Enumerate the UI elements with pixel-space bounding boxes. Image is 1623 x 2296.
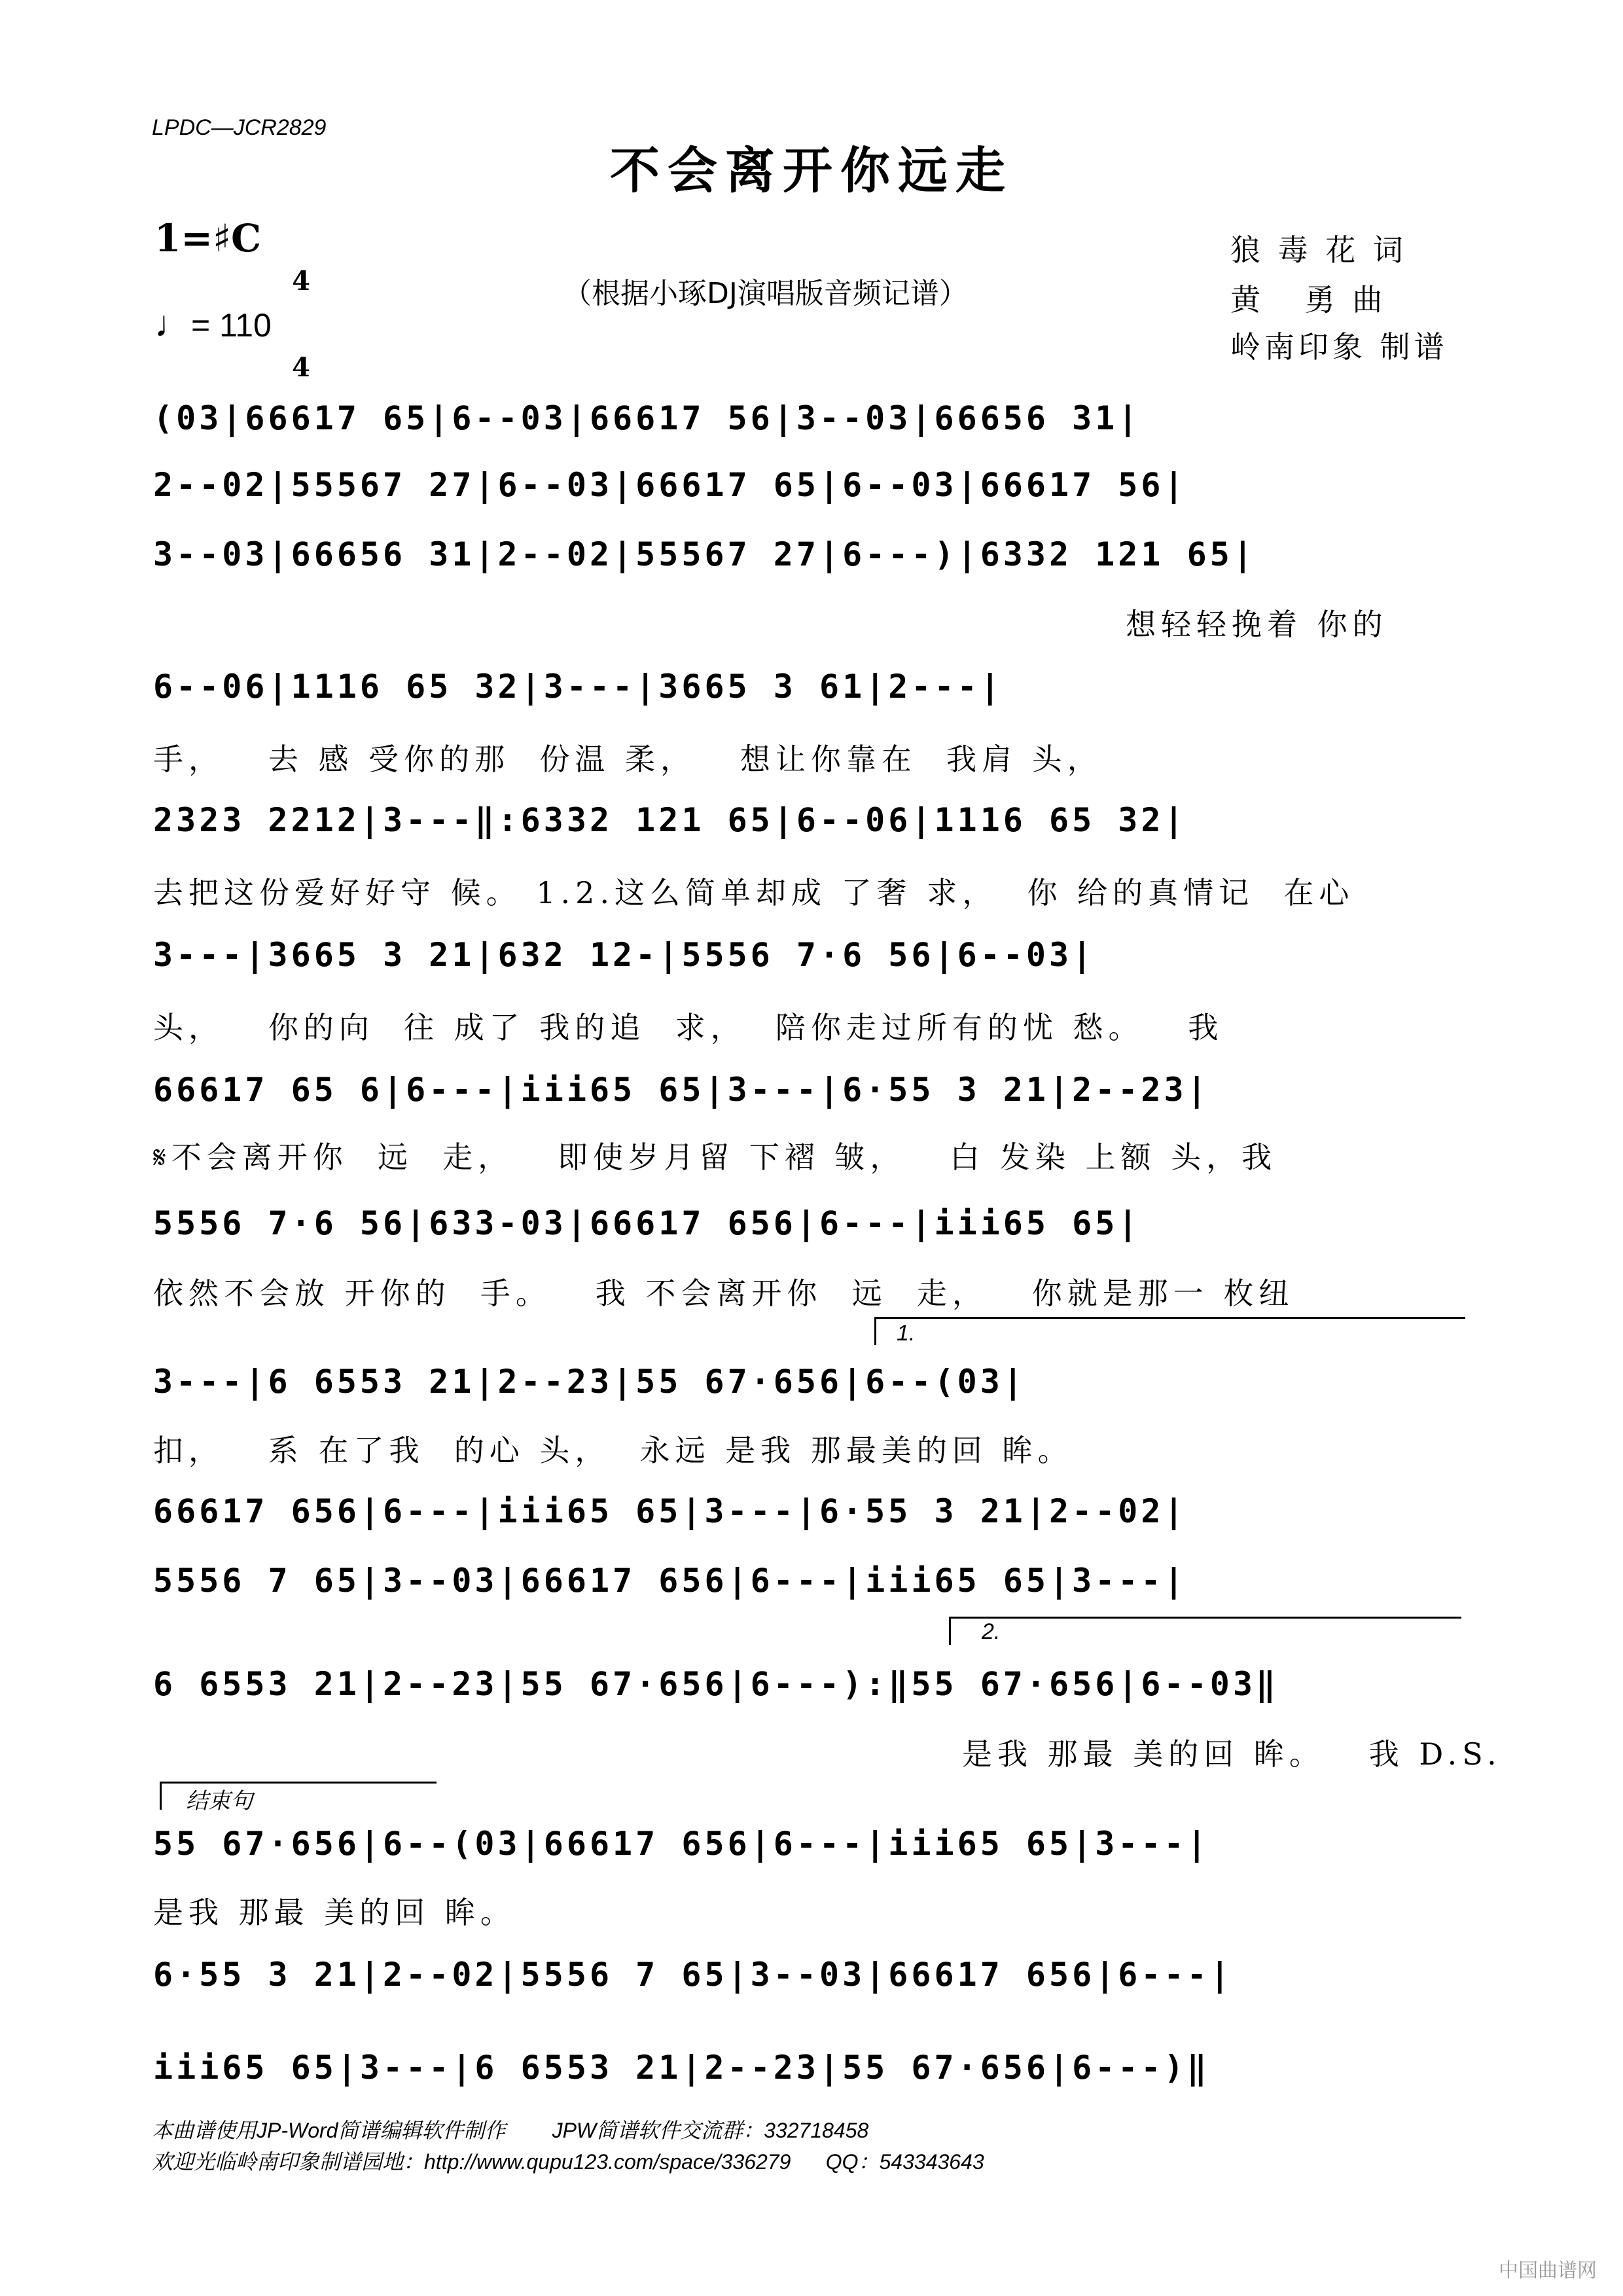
score-line-2: 2--02|55567 27|6--03|66617 65|6--03|66617 56| bbox=[153, 466, 1187, 504]
time-signature bbox=[281, 209, 321, 411]
time-signature-top: 4 bbox=[292, 266, 310, 296]
key-signature: 1=♯C bbox=[154, 216, 262, 260]
lyric-line-4: 手， 去 感 受你的那 份温 柔， 想让你靠在 我肩 头， bbox=[153, 742, 1103, 777]
ending-label: 结束句 bbox=[186, 1789, 253, 1814]
score-line-14: 6·55 3 21|2--02|5556 7 65|3--03|66617 656|6---| bbox=[153, 1956, 1233, 1994]
score-line-6: 3---|3665 3 21|632 12-|5556 7·6 56|6--03| bbox=[153, 936, 1096, 974]
song-title: 不会离开你远走 bbox=[610, 141, 1013, 200]
lyric-line-12: 是我 那最 美的回 眸。 我 D.S. bbox=[962, 1736, 1502, 1772]
lyric-line-9: 扣， 系 在了我 的心 头， 永远 是我 那最美的回 眸。 bbox=[153, 1433, 1073, 1468]
score-line-15: iii65 65|3---|6 6553 21|2--23|55 67·656|6---)‖ bbox=[153, 2049, 1210, 2087]
site-watermark: 中国曲谱网 bbox=[1499, 2259, 1597, 2282]
score-line-3: 3--03|66656 31|2--02|55567 27|6---)|6332 121 65| bbox=[153, 535, 1256, 573]
lyricist-credit: 狼 毒 花 词 bbox=[1230, 232, 1407, 268]
arranger-credit: 岭南印象 制谱 bbox=[1230, 329, 1448, 365]
score-line-12: 6 6553 21|2--23|55 67·656|6---):‖55 67·656|6--03‖ bbox=[153, 1665, 1279, 1703]
score-line-10: 66617 656|6---|iii65 65|3---|6·55 3 21|2--02| bbox=[153, 1492, 1187, 1530]
lyric-line-13: 是我 那最 美的回 眸。 bbox=[153, 1895, 516, 1930]
composer-credit: 黄 勇 曲 bbox=[1230, 282, 1387, 317]
footer-line-1: 本曲谱使用JP-Word简谱编辑软件制作 JPW简谱软件交流群：332718458 bbox=[152, 2119, 869, 2142]
score-line-1: (03|66617 65|6--03|66617 56|3--03|66656 31| bbox=[153, 399, 1141, 437]
lyric-line-6: 头， 你的向 往 成了 我的追 求， 陪你走过所有的忧 愁。 我 bbox=[153, 1010, 1224, 1045]
score-line-7: 66617 65 6|6---|iii65 65|3---|6·55 3 21|2--23| bbox=[153, 1071, 1210, 1109]
score-line-11: 5556 7 65|3--03|66617 656|6---|iii65 65|3---| bbox=[153, 1562, 1187, 1600]
volta-bracket-1 bbox=[874, 1317, 1465, 1345]
score-line-13: 55 67·656|6--(03|66617 656|6---|iii65 65|3---| bbox=[153, 1825, 1210, 1863]
volta-label-2: 2. bbox=[982, 1619, 1001, 1644]
lyric-line-5: 去把这份爱好好守 候。 1.2.这么简单却成 了奢 求， 你 给的真情记 在心 bbox=[153, 875, 1355, 910]
lyric-line-3: 想轻轻挽着 你的 bbox=[1126, 607, 1388, 642]
score-code: LPDC—JCR2829 bbox=[152, 115, 327, 140]
score-line-8: 5556 7·6 56|633-03|66617 656|6---|iii65 65| bbox=[153, 1204, 1141, 1242]
footer-line-2: 欢迎光临岭南印象制谱园地：http://www.qupu123.com/space/336279 QQ：543343643 bbox=[152, 2150, 984, 2174]
quarter-note-icon: ♩ bbox=[154, 303, 191, 344]
tempo-value: = 110 bbox=[191, 307, 272, 344]
score-line-9: 3---|6 6553 21|2--23|55 67·656|6--(03| bbox=[153, 1363, 1026, 1401]
score-line-5: 2323 2212|3---‖:6332 121 65|6--06|1116 65 32| bbox=[153, 801, 1187, 839]
volta-label-1: 1. bbox=[897, 1321, 916, 1346]
lyric-line-8: 依然不会放 开你的 手。 我 不会离开你 远 走， 你就是那一 枚纽 bbox=[153, 1276, 1294, 1311]
tempo-mark bbox=[154, 302, 272, 345]
lyric-line-7: 𝄋不会离开你 远 走， 即使岁月留 下褶 皱， 白 发染 上额 头，我 bbox=[153, 1139, 1277, 1175]
source-note: （根据小琢DJ演唱版音频记谱） bbox=[563, 277, 968, 310]
volta-bracket-2 bbox=[949, 1617, 1461, 1645]
time-signature-bottom: 4 bbox=[292, 352, 310, 383]
score-line-4: 6--06|1116 65 32|3---|3665 3 61|2---| bbox=[153, 668, 1003, 706]
